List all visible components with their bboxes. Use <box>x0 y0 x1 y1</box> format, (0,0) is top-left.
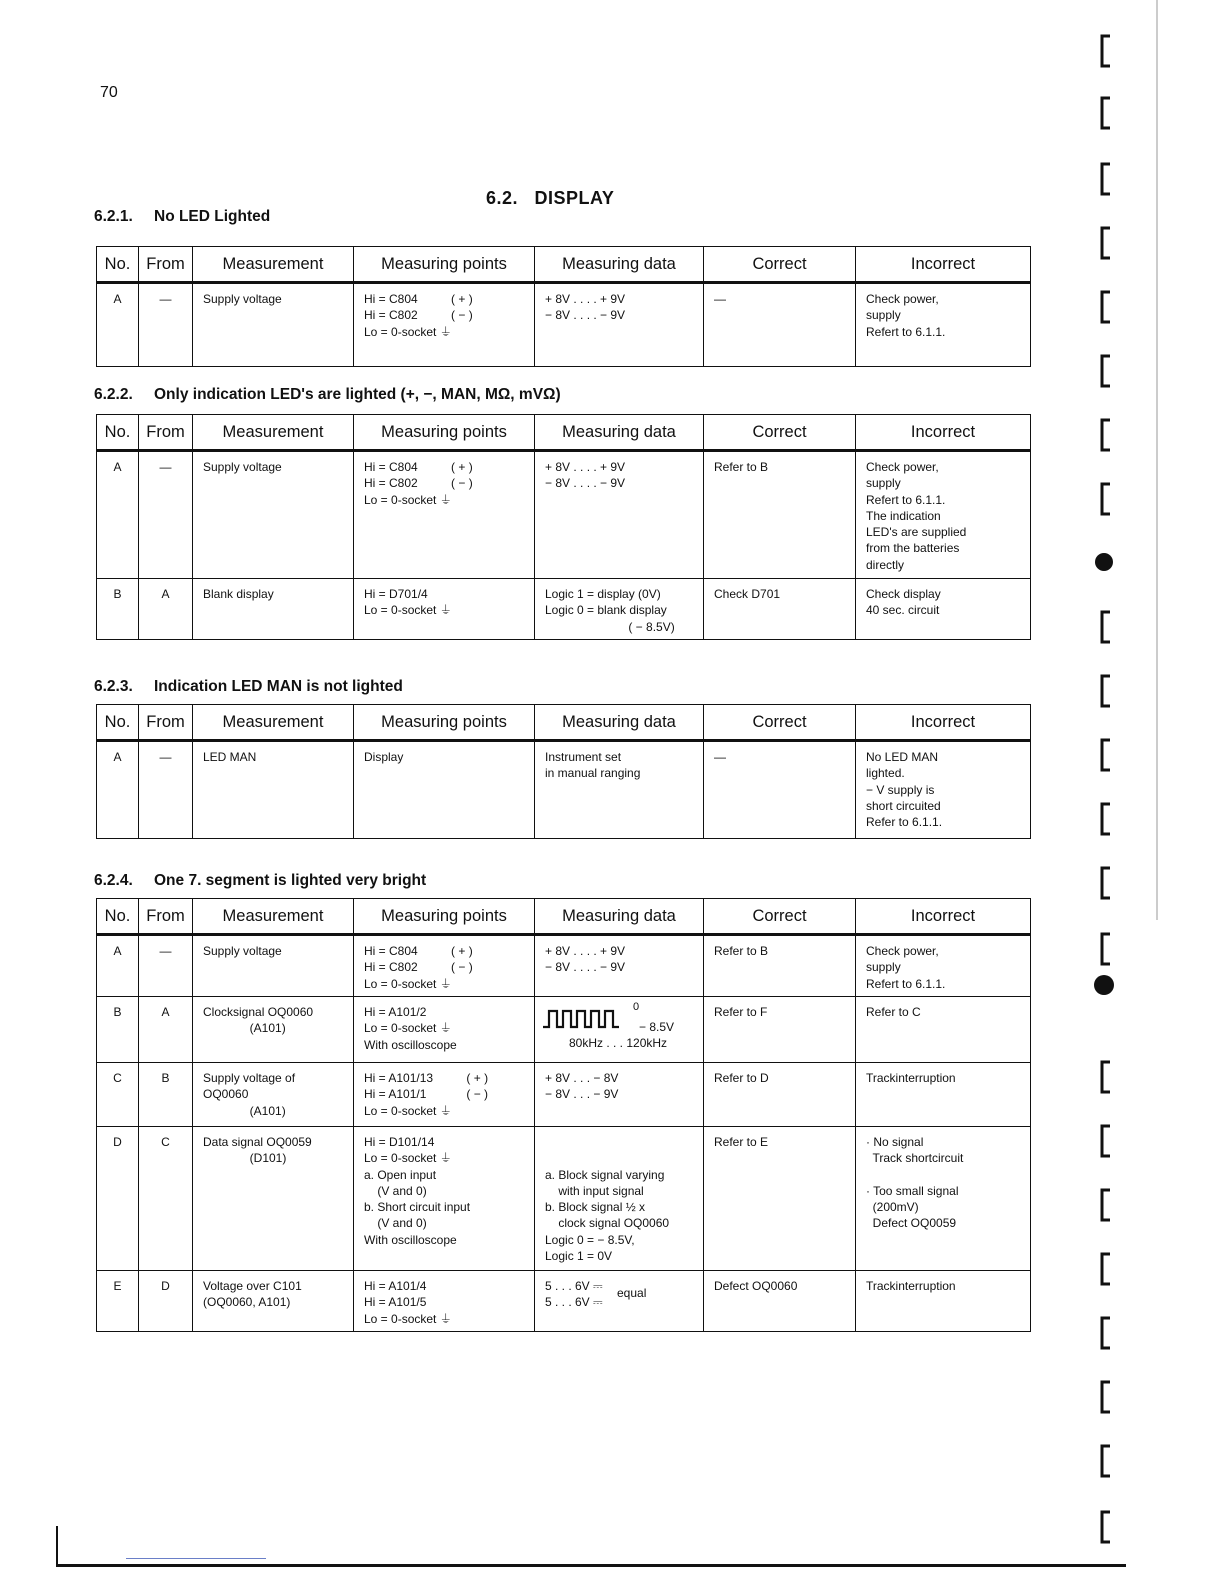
row-measurement: Blank display <box>193 579 354 640</box>
section-title <box>94 872 426 890</box>
column-header: From <box>139 899 193 935</box>
column-header: Incorrect <box>856 415 1031 451</box>
binder-ring-mark <box>1102 164 1110 194</box>
binder-ring-mark <box>1102 420 1110 450</box>
table-header-row <box>97 247 1031 283</box>
column-header: Measuring data <box>535 899 704 935</box>
section-table <box>96 414 1031 640</box>
row-no: A <box>97 283 139 367</box>
binder-ring-mark <box>1102 1254 1110 1284</box>
row-incorrect: Check power, supply Refert to 6.1.1. The indication LED's are supplied from the batteries directly <box>856 451 1031 579</box>
binder-ring-mark <box>1102 934 1110 964</box>
row-measurement: Supply voltage <box>193 935 354 997</box>
row-from: A <box>139 997 193 1063</box>
row-no: C <box>97 1063 139 1127</box>
section-title-text: Only indication LED's are lighted (+, −, MAN, MΩ, mVΩ) <box>154 386 561 403</box>
row-from: A <box>139 579 193 640</box>
column-header: Measuring data <box>535 415 704 451</box>
column-header: Correct <box>704 247 856 283</box>
column-header: No. <box>97 899 139 935</box>
row-measurement: Supply voltage <box>193 451 354 579</box>
row-incorrect: Check power, supply Refert to 6.1.1. <box>856 283 1031 367</box>
row-measurement: Voltage over C101 (OQ0060, A101) <box>193 1271 354 1332</box>
row-measurement: Supply voltage <box>193 283 354 367</box>
section-table <box>96 246 1031 367</box>
section-title-text: No LED Lighted <box>154 208 271 225</box>
section-title <box>94 386 561 404</box>
row-incorrect: No LED MAN lighted. − V supply is short circuited Refer to 6.1.1. <box>856 741 1031 839</box>
row-measuring-data: + 8V . . . . + 9V − 8V . . . . − 9V <box>535 451 704 579</box>
binder-ring-mark <box>1102 36 1110 66</box>
binder-ring-mark <box>1102 1062 1110 1092</box>
binder-ring-mark <box>1102 1382 1110 1412</box>
row-from: — <box>139 451 193 579</box>
row-from: — <box>139 935 193 997</box>
row-measuring-points: Hi = C804 ( + ) Hi = C802 ( − ) Lo = 0-socket ⏚ <box>354 283 535 367</box>
cell-text: 5 . . . 6V ⎓ 5 . . . 6V ⎓ <box>545 1279 603 1310</box>
column-header: Correct <box>704 899 856 935</box>
column-header: Measurement <box>193 415 354 451</box>
row-measurement: Clocksignal OQ0060 (A101) <box>193 997 354 1063</box>
row-incorrect: Refer to C <box>856 997 1031 1063</box>
row-measurement: LED MAN <box>193 741 354 839</box>
row-no: D <box>97 1127 139 1271</box>
row-correct: Refer to B <box>704 935 856 997</box>
row-measuring-data: Logic 1 = display (0V) Logic 0 = blank display ( − 8.5V) <box>535 579 704 640</box>
row-correct: — <box>704 741 856 839</box>
column-header: Measuring points <box>354 247 535 283</box>
row-correct: — <box>704 283 856 367</box>
column-header: Measurement <box>193 705 354 741</box>
row-from: — <box>139 283 193 367</box>
section-number: 6.2.1. <box>94 208 133 225</box>
section-number: 6.2.4. <box>94 872 133 889</box>
column-header: No. <box>97 705 139 741</box>
main-title: 6.2. DISPLAY <box>486 188 615 208</box>
row-correct: Defect OQ0060 <box>704 1271 856 1332</box>
binder-ring-mark <box>1102 1318 1110 1348</box>
table-row <box>97 1063 1031 1127</box>
column-header: No. <box>97 415 139 451</box>
row-measuring-points: Hi = C804 ( + ) Hi = C802 ( − ) Lo = 0-socket ⏚ <box>354 451 535 579</box>
binder-ring-mark <box>1102 1512 1110 1542</box>
row-no: E <box>97 1271 139 1332</box>
row-no: A <box>97 935 139 997</box>
column-header: Correct <box>704 705 856 741</box>
binder-ring-mark <box>1102 484 1110 514</box>
section-title-text: Indication LED MAN is not lighted <box>154 678 403 695</box>
row-measuring-data: a. Block signal varying with input signal b. Block signal ½ x clock signal OQ0060 Logic 0 = − 8.5V, Logic 1 = 0V <box>535 1127 704 1271</box>
row-measuring-points: Hi = A101/4 Hi = A101/5 Lo = 0-socket ⏚ <box>354 1271 535 1332</box>
binder-ring-mark <box>1102 676 1110 706</box>
column-header: Measurement <box>193 899 354 935</box>
page-bottom-edge <box>56 1526 58 1566</box>
row-measuring-points: Hi = D101/14 Lo = 0-socket ⏚ a. Open input (V and 0) b. Short circuit input (V and 0) With oscilloscope <box>354 1127 535 1271</box>
section-title <box>94 208 270 226</box>
table-row <box>97 283 1031 367</box>
table-header-row <box>97 415 1031 451</box>
row-no: A <box>97 741 139 839</box>
square-wave-icon <box>541 1005 641 1031</box>
column-header: Measurement <box>193 247 354 283</box>
table-row <box>97 1127 1031 1271</box>
table-row <box>97 935 1031 997</box>
column-header: Measuring points <box>354 705 535 741</box>
row-from: B <box>139 1063 193 1127</box>
table-row <box>97 579 1031 640</box>
binder-ring-mark <box>1102 1446 1110 1476</box>
table-header-row <box>97 705 1031 741</box>
column-header: From <box>139 247 193 283</box>
row-correct: Refer to F <box>704 997 856 1063</box>
page-number: 70 <box>100 84 118 101</box>
binder-ring-mark <box>1102 868 1110 898</box>
row-correct: Check D701 <box>704 579 856 640</box>
binder-ring-mark <box>1102 740 1110 770</box>
row-measuring-data: + 8V . . . . + 9V − 8V . . . . − 9V <box>535 283 704 367</box>
wave-top-label: 0 <box>633 1001 640 1013</box>
row-incorrect: · No signal Track shortcircuit · Too small signal (200mV) Defect OQ0059 <box>856 1127 1031 1271</box>
section-table <box>96 704 1031 839</box>
row-measuring-points: Display <box>354 741 535 839</box>
row-measurement: Data signal OQ0059 (D101) <box>193 1127 354 1271</box>
column-header: Measuring points <box>354 899 535 935</box>
row-incorrect: Trackinterruption <box>856 1063 1031 1127</box>
binder-rings <box>1094 0 1224 1584</box>
binder-hole-mark <box>1095 553 1113 571</box>
binder-ring-mark <box>1102 292 1110 322</box>
section-number: 6.2.2. <box>94 386 133 403</box>
binder-ring-mark <box>1102 1126 1110 1156</box>
table-row <box>97 1271 1031 1332</box>
column-header: From <box>139 415 193 451</box>
section-table <box>96 898 1031 1332</box>
row-no: B <box>97 579 139 640</box>
binder-ring-mark <box>1102 1190 1110 1220</box>
binder-ring-mark <box>1102 228 1110 258</box>
row-from: — <box>139 741 193 839</box>
row-incorrect: Check power, supply Refert to 6.1.1. <box>856 935 1031 997</box>
row-measurement: Supply voltage of OQ0060 (A101) <box>193 1063 354 1127</box>
equal-label: equal <box>617 1286 647 1300</box>
row-correct: Refer to B <box>704 451 856 579</box>
row-from: C <box>139 1127 193 1271</box>
binder-ring-mark <box>1102 612 1110 642</box>
column-header: Incorrect <box>856 899 1031 935</box>
wave-frequency: 80kHz . . . 120kHz <box>569 1036 668 1050</box>
column-header: Incorrect <box>856 247 1031 283</box>
row-correct: Refer to E <box>704 1127 856 1271</box>
column-header: No. <box>97 247 139 283</box>
clock-waveform <box>541 1003 697 1051</box>
column-header: Measuring data <box>535 247 704 283</box>
page-bottom-blue-line <box>126 1558 266 1559</box>
row-measuring-points: Hi = C804 ( + ) Hi = C802 ( − ) Lo = 0-socket ⏚ <box>354 935 535 997</box>
table-row <box>97 997 1031 1063</box>
column-header: From <box>139 705 193 741</box>
column-header: Incorrect <box>856 705 1031 741</box>
row-measuring-data: Instrument set in manual ranging <box>535 741 704 839</box>
section-title <box>94 678 403 696</box>
table-row <box>97 741 1031 839</box>
row-measuring-data: + 8V . . . . + 9V − 8V . . . . − 9V <box>535 935 704 997</box>
row-incorrect: Check display 40 sec. circuit <box>856 579 1031 640</box>
binder-ring-mark <box>1102 804 1110 834</box>
wave-bottom-label: − 8.5V <box>639 1020 675 1034</box>
row-correct: Refer to D <box>704 1063 856 1127</box>
row-no: B <box>97 997 139 1063</box>
row-measuring-data <box>535 1271 704 1332</box>
row-measuring-points: Hi = D701/4 Lo = 0-socket ⏚ <box>354 579 535 640</box>
column-header: Measuring data <box>535 705 704 741</box>
binder-ring-mark <box>1102 98 1110 128</box>
row-measuring-points: Hi = A101/2 Lo = 0-socket ⏚ With oscilloscope <box>354 997 535 1063</box>
row-measuring-points: Hi = A101/13 ( + ) Hi = A101/1 ( − ) Lo = 0-socket ⏚ <box>354 1063 535 1127</box>
row-from: D <box>139 1271 193 1332</box>
column-header: Correct <box>704 415 856 451</box>
row-measuring-data <box>535 997 704 1063</box>
binder-hole-mark <box>1094 975 1114 995</box>
table-row <box>97 451 1031 579</box>
binder-ring-mark <box>1102 356 1110 386</box>
section-number: 6.2.3. <box>94 678 133 695</box>
row-no: A <box>97 451 139 579</box>
page-bottom-line <box>56 1564 1126 1567</box>
section-title-text: One 7. segment is lighted very bright <box>154 872 427 889</box>
row-incorrect: Trackinterruption <box>856 1271 1031 1332</box>
column-header: Measuring points <box>354 415 535 451</box>
row-measuring-data: + 8V . . . − 8V − 8V . . . − 9V <box>535 1063 704 1127</box>
table-header-row <box>97 899 1031 935</box>
